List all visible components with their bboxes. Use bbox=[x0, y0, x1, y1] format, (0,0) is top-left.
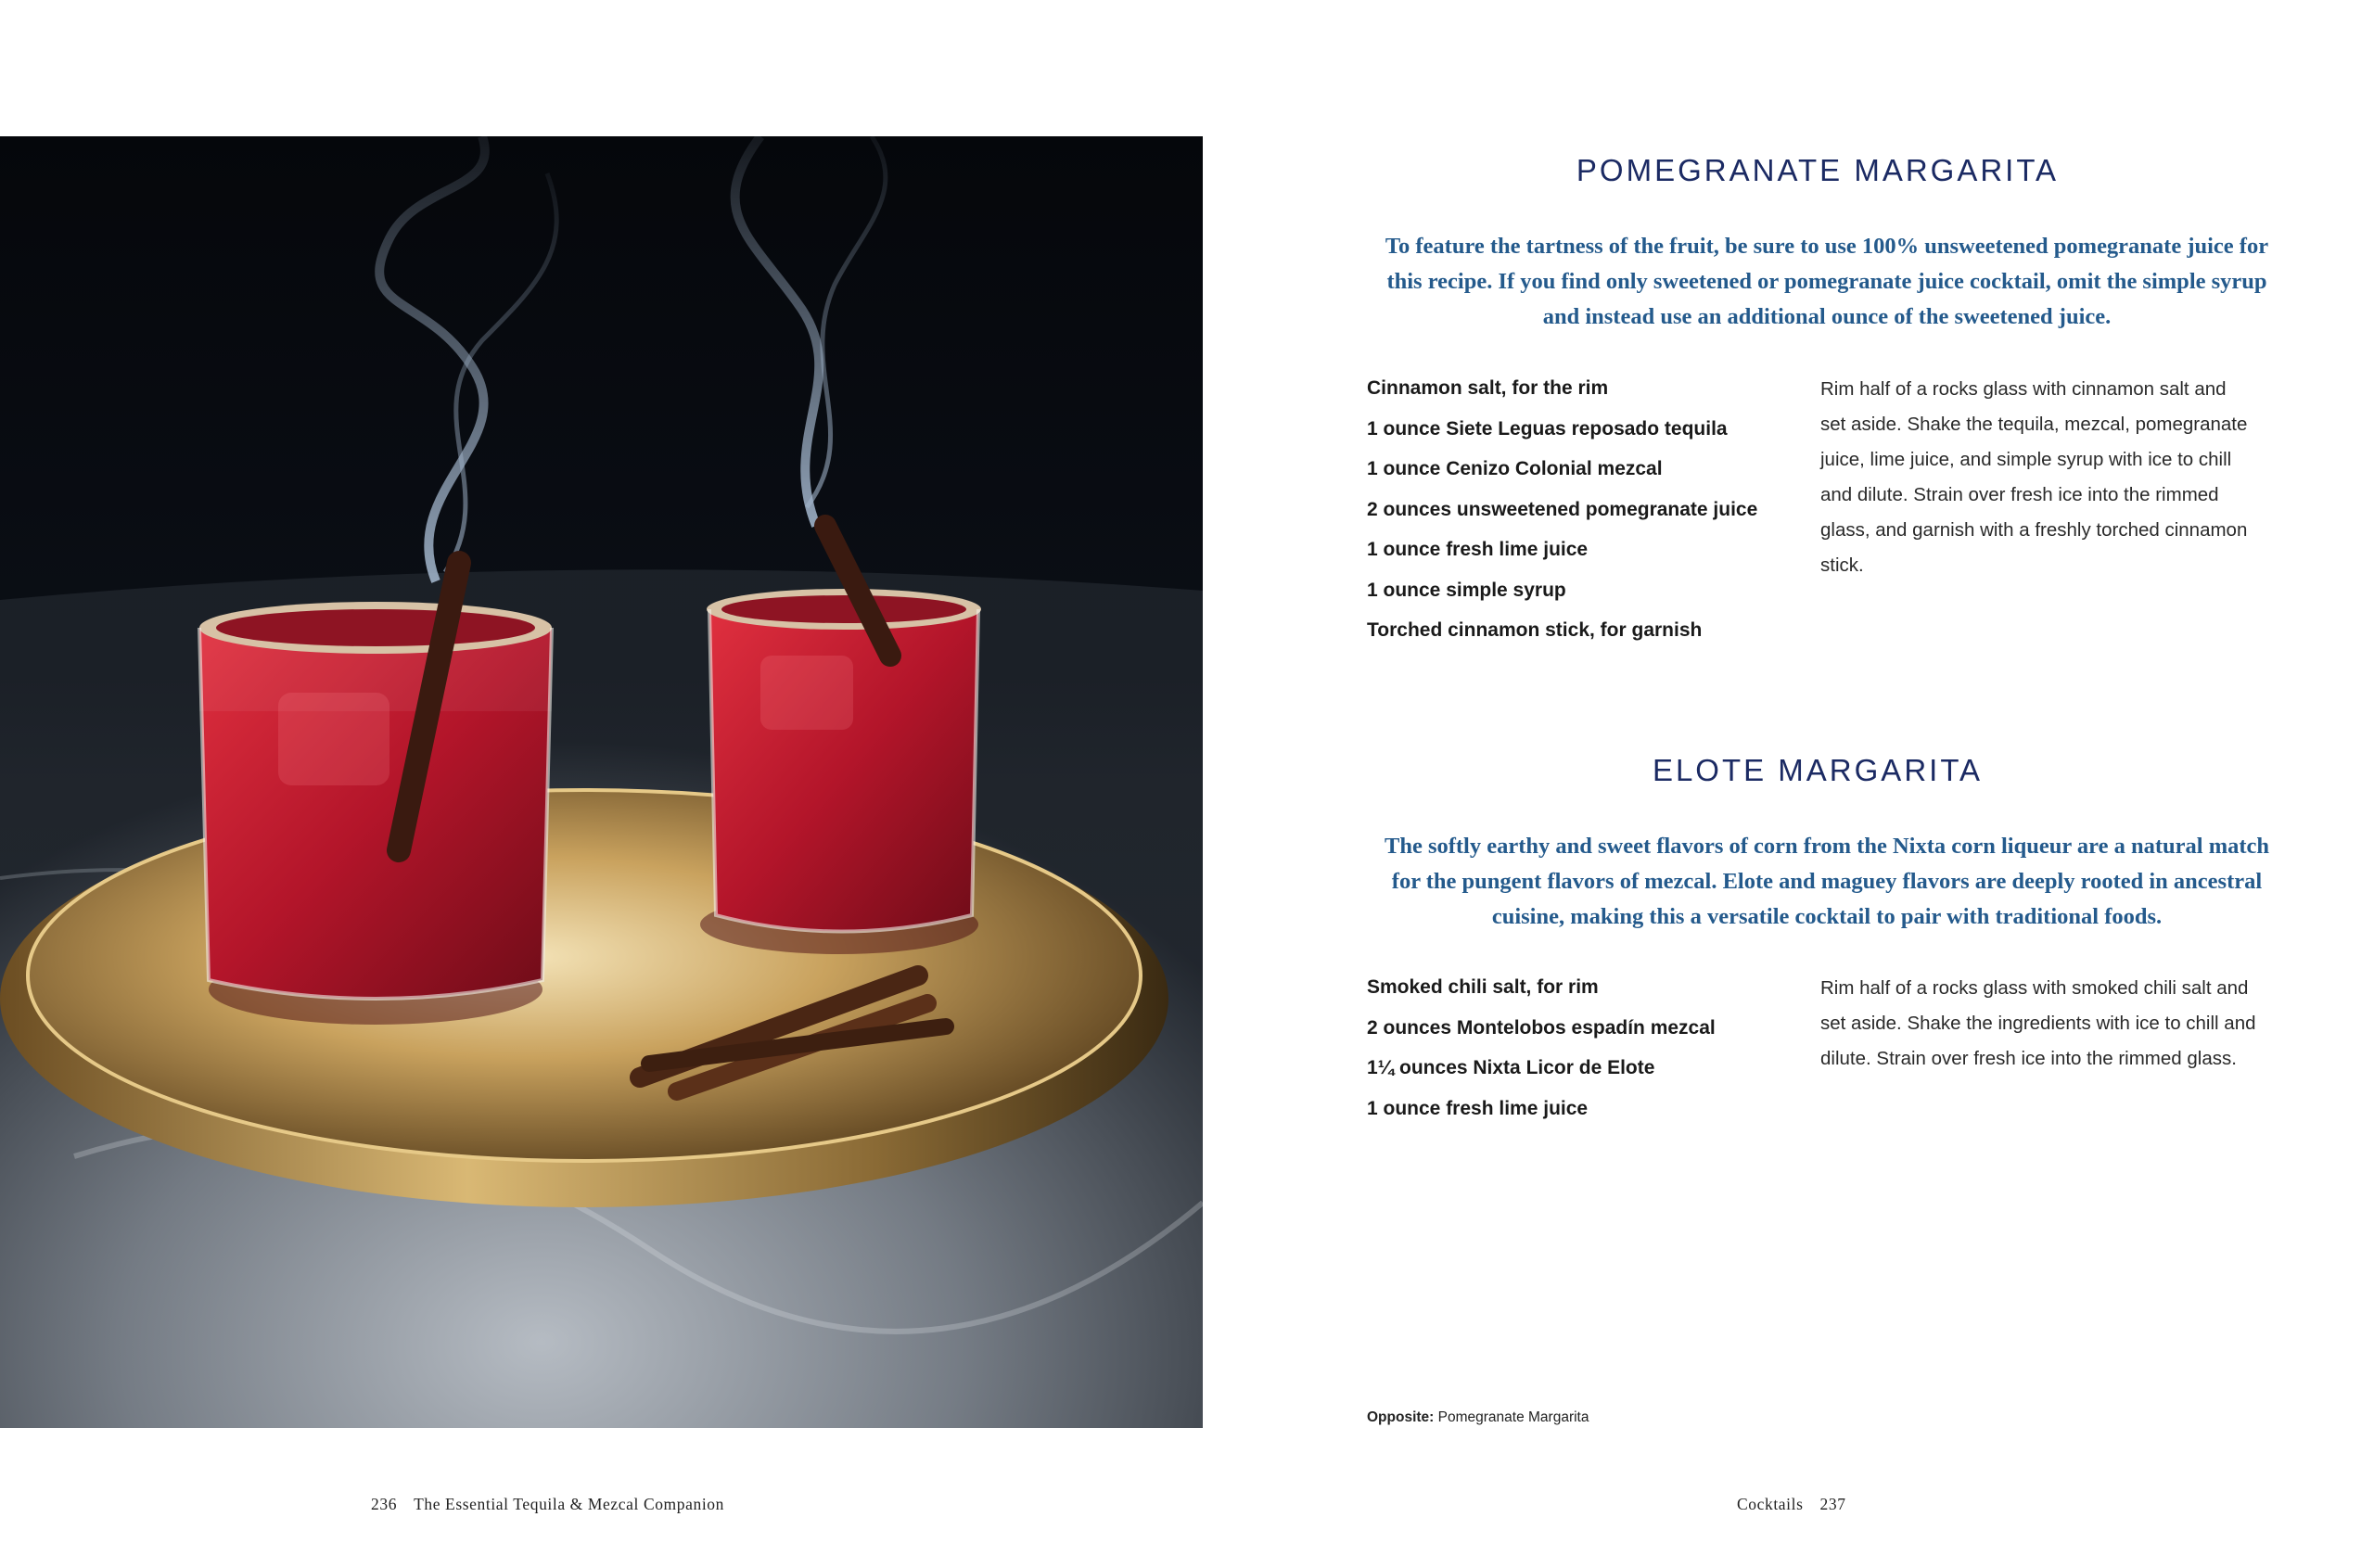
caption-text: Pomegranate Margarita bbox=[1434, 1409, 1589, 1425]
ingredient-item: Torched cinnamon stick, for garnish bbox=[1367, 619, 1703, 641]
recipe-intro: To feature the tartness of the fruit, be sure to use 100% unsweetened pomegranate juice for this recipe. If you find only sweetened or pomegranate juice cocktail, omit the simple syrup and instead use an additional ounce of the sweetened juice. bbox=[1385, 234, 2269, 329]
folio-left bbox=[371, 1495, 724, 1514]
book-title: The Essential Tequila & Mezcal Companion bbox=[414, 1495, 725, 1513]
recipe-intro: The softly earthy and sweet flavors of corn from the Nixta corn liqueur are a natural match for the pungent flavors of mezcal. Elote and maguey flavors are deeply rooted in ancestral cuisine, making this a versatile cocktail to pair with traditional foods. bbox=[1384, 834, 2270, 929]
ingredient-item: 1¼ ounces Nixta Licor de Elote bbox=[1367, 1057, 1655, 1078]
ingredient-list bbox=[1367, 368, 1803, 651]
ingredient-item: Smoked chili salt, for rim bbox=[1367, 976, 1599, 998]
cocktail-photo bbox=[0, 136, 1203, 1428]
folio-right bbox=[1737, 1495, 1846, 1514]
recipe-method: Rim half of a rocks glass with smoked chili salt and set aside. Shake the ingredients with ice to chill and dilute. Strain over fresh ice into the rimmed glass. bbox=[1820, 977, 2256, 1069]
page-number: 237 bbox=[1819, 1495, 1846, 1513]
ingredient-item: 1 ounce fresh lime juice bbox=[1367, 1097, 1589, 1119]
recipe-method: Rim half of a rocks glass with cinnamon salt and set aside. Shake the tequila, mezcal, pomegranate juice, lime juice, and simple syrup with ice to chill and dilute. Strain over fresh ice into the rimmed glass, and garnish with a freshly torched cinnamon stick. bbox=[1820, 378, 2248, 576]
recipe-title: POMEGRANATE MARGARITA bbox=[1576, 153, 2060, 187]
ingredient-item: 1 ounce Cenizo Colonial mezcal bbox=[1367, 458, 1663, 479]
ingredient-list bbox=[1367, 967, 1803, 1128]
recipe-title: ELOTE MARGARITA bbox=[1652, 753, 1984, 787]
ingredient-item: 1 ounce simple syrup bbox=[1367, 579, 1566, 601]
ingredient-item: 1 ounce Siete Leguas reposado tequila bbox=[1367, 417, 1728, 440]
photo-illustration bbox=[0, 136, 1203, 1428]
page-number: 236 bbox=[371, 1495, 398, 1513]
ingredient-item: Cinnamon salt, for the rim bbox=[1367, 377, 1609, 399]
ingredient-item: 2 ounces unsweetened pomegranate juice bbox=[1367, 498, 1758, 520]
photo-caption bbox=[1367, 1409, 1589, 1426]
ingredient-item: 1 ounce fresh lime juice bbox=[1367, 539, 1589, 560]
ingredient-item: 2 ounces Montelobos espadín mezcal bbox=[1367, 1016, 1716, 1039]
caption-label: Opposite: bbox=[1367, 1409, 1435, 1425]
section-name: Cocktails bbox=[1737, 1495, 1804, 1513]
